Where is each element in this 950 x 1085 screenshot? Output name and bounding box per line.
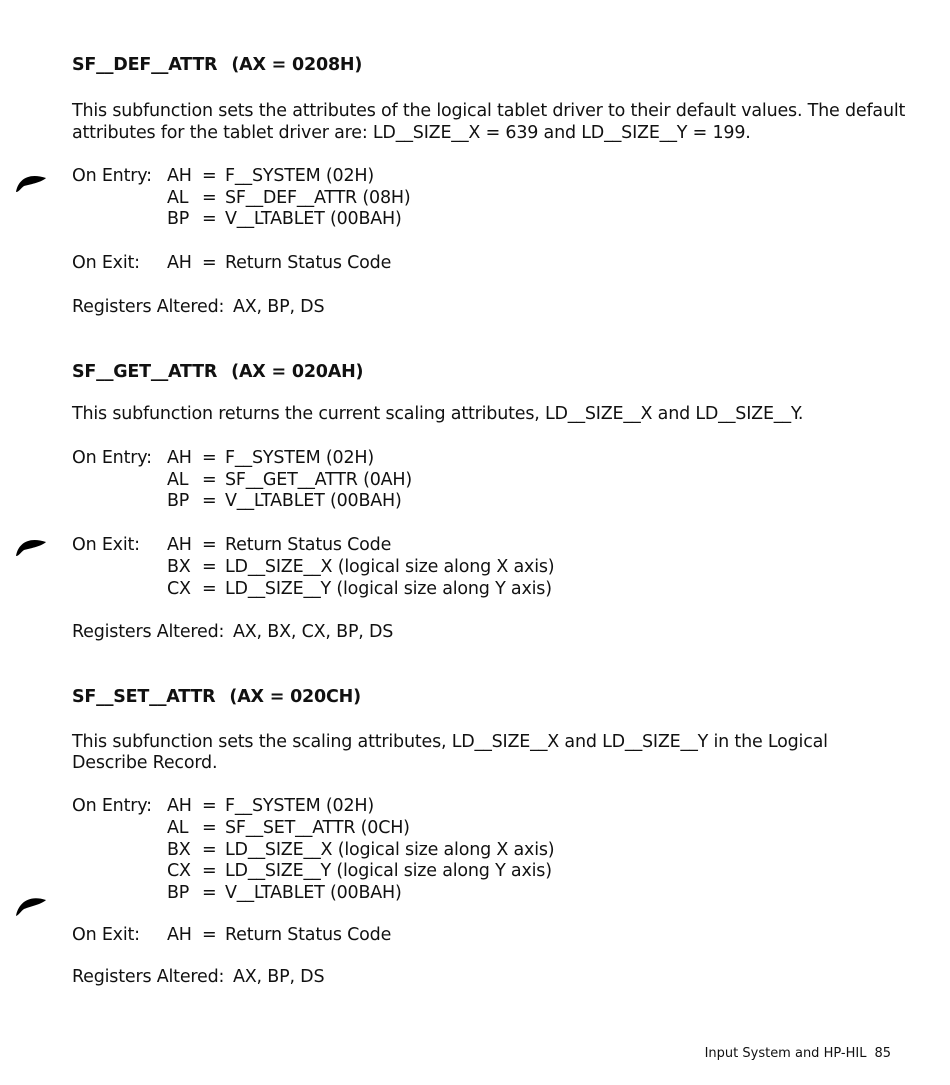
registers-altered-value: AX, BX, CX, BP, DS xyxy=(233,622,394,642)
description-line: This subfunction sets the attributes of the logical tablet driver to their default values. The default xyxy=(72,101,906,121)
on-entry-label: On Entry: xyxy=(72,796,152,816)
register-name: CX xyxy=(167,861,191,881)
page-number: 85 xyxy=(874,1046,891,1061)
equals-sign: = xyxy=(202,883,217,903)
register-name: AH xyxy=(167,925,192,945)
register-name: AH xyxy=(167,535,192,555)
register-value: V__LTABLET (00BAH) xyxy=(225,491,402,511)
ax-value: (AX = 020CH) xyxy=(229,687,361,707)
on-exit-label: On Exit: xyxy=(72,535,140,555)
register-value: F__SYSTEM (02H) xyxy=(225,448,374,468)
register-name: AH xyxy=(167,166,192,186)
section-heading xyxy=(72,54,362,76)
register-value: SF__SET__ATTR (0CH) xyxy=(225,818,410,838)
equals-sign: = xyxy=(202,209,217,229)
equals-sign: = xyxy=(202,448,217,468)
margin-change-mark-icon xyxy=(12,530,52,560)
register-value: V__LTABLET (00BAH) xyxy=(225,883,402,903)
description-line: This subfunction sets the scaling attributes, LD__SIZE__X and LD__SIZE__Y in the Logical xyxy=(72,732,828,752)
register-name: BX xyxy=(167,840,191,860)
footer-title: Input System and HP-HIL xyxy=(704,1046,867,1061)
register-value: F__SYSTEM (02H) xyxy=(225,796,374,816)
equals-sign: = xyxy=(202,188,217,208)
page-footer xyxy=(705,1043,891,1065)
ax-value: (AX = 0208H) xyxy=(231,55,363,75)
register-value: F__SYSTEM (02H) xyxy=(225,166,374,186)
section-heading xyxy=(72,686,361,708)
margin-change-mark-icon xyxy=(12,166,52,196)
register-value: SF__GET__ATTR (0AH) xyxy=(225,470,413,490)
function-name: SF__SET__ATTR xyxy=(72,687,216,707)
register-name: AH xyxy=(167,796,192,816)
registers-altered-value: AX, BP, DS xyxy=(233,967,325,987)
register-value: V__LTABLET (00BAH) xyxy=(225,209,402,229)
description-line: attributes for the tablet driver are: LD__SIZE__X = 639 and LD__SIZE__Y = 199. xyxy=(72,123,751,143)
section-heading xyxy=(72,361,363,383)
register-name: BP xyxy=(167,491,190,511)
register-name: AH xyxy=(167,253,192,273)
registers-altered-label: Registers Altered: xyxy=(72,967,225,987)
equals-sign: = xyxy=(202,861,217,881)
register-value: LD__SIZE__Y (logical size along Y axis) xyxy=(225,861,552,881)
register-value: Return Status Code xyxy=(225,253,392,273)
register-value: LD__SIZE__X (logical size along X axis) xyxy=(225,557,555,577)
register-name: AL xyxy=(167,188,189,208)
margin-change-mark-icon xyxy=(12,888,52,918)
register-name: AH xyxy=(167,448,192,468)
equals-sign: = xyxy=(202,579,217,599)
on-entry-label: On Entry: xyxy=(72,448,152,468)
register-value: Return Status Code xyxy=(225,535,392,555)
ax-value: (AX = 020AH) xyxy=(231,362,364,382)
equals-sign: = xyxy=(202,818,217,838)
register-value: SF__DEF__ATTR (08H) xyxy=(225,188,411,208)
equals-sign: = xyxy=(202,840,217,860)
registers-altered-label: Registers Altered: xyxy=(72,622,225,642)
register-name: AL xyxy=(167,818,189,838)
register-name: BX xyxy=(167,557,191,577)
function-name: SF__DEF__ATTR xyxy=(72,55,218,75)
equals-sign: = xyxy=(202,557,217,577)
register-name: BP xyxy=(167,209,190,229)
description-line: This subfunction returns the current scaling attributes, LD__SIZE__X and LD__SIZE__Y. xyxy=(72,404,804,424)
register-value: LD__SIZE__X (logical size along X axis) xyxy=(225,840,555,860)
equals-sign: = xyxy=(202,535,217,555)
register-name: CX xyxy=(167,579,191,599)
on-entry-label: On Entry: xyxy=(72,166,152,186)
registers-altered-value: AX, BP, DS xyxy=(233,297,325,317)
on-exit-label: On Exit: xyxy=(72,925,140,945)
equals-sign: = xyxy=(202,470,217,490)
on-exit-label: On Exit: xyxy=(72,253,140,273)
registers-altered-label: Registers Altered: xyxy=(72,297,225,317)
register-name: BP xyxy=(167,883,190,903)
register-value: LD__SIZE__Y (logical size along Y axis) xyxy=(225,579,552,599)
description-line: Describe Record. xyxy=(72,753,218,773)
equals-sign: = xyxy=(202,491,217,511)
equals-sign: = xyxy=(202,925,217,945)
equals-sign: = xyxy=(202,253,217,273)
equals-sign: = xyxy=(202,796,217,816)
equals-sign: = xyxy=(202,166,217,186)
register-name: AL xyxy=(167,470,189,490)
register-value: Return Status Code xyxy=(225,925,392,945)
function-name: SF__GET__ATTR xyxy=(72,362,218,382)
